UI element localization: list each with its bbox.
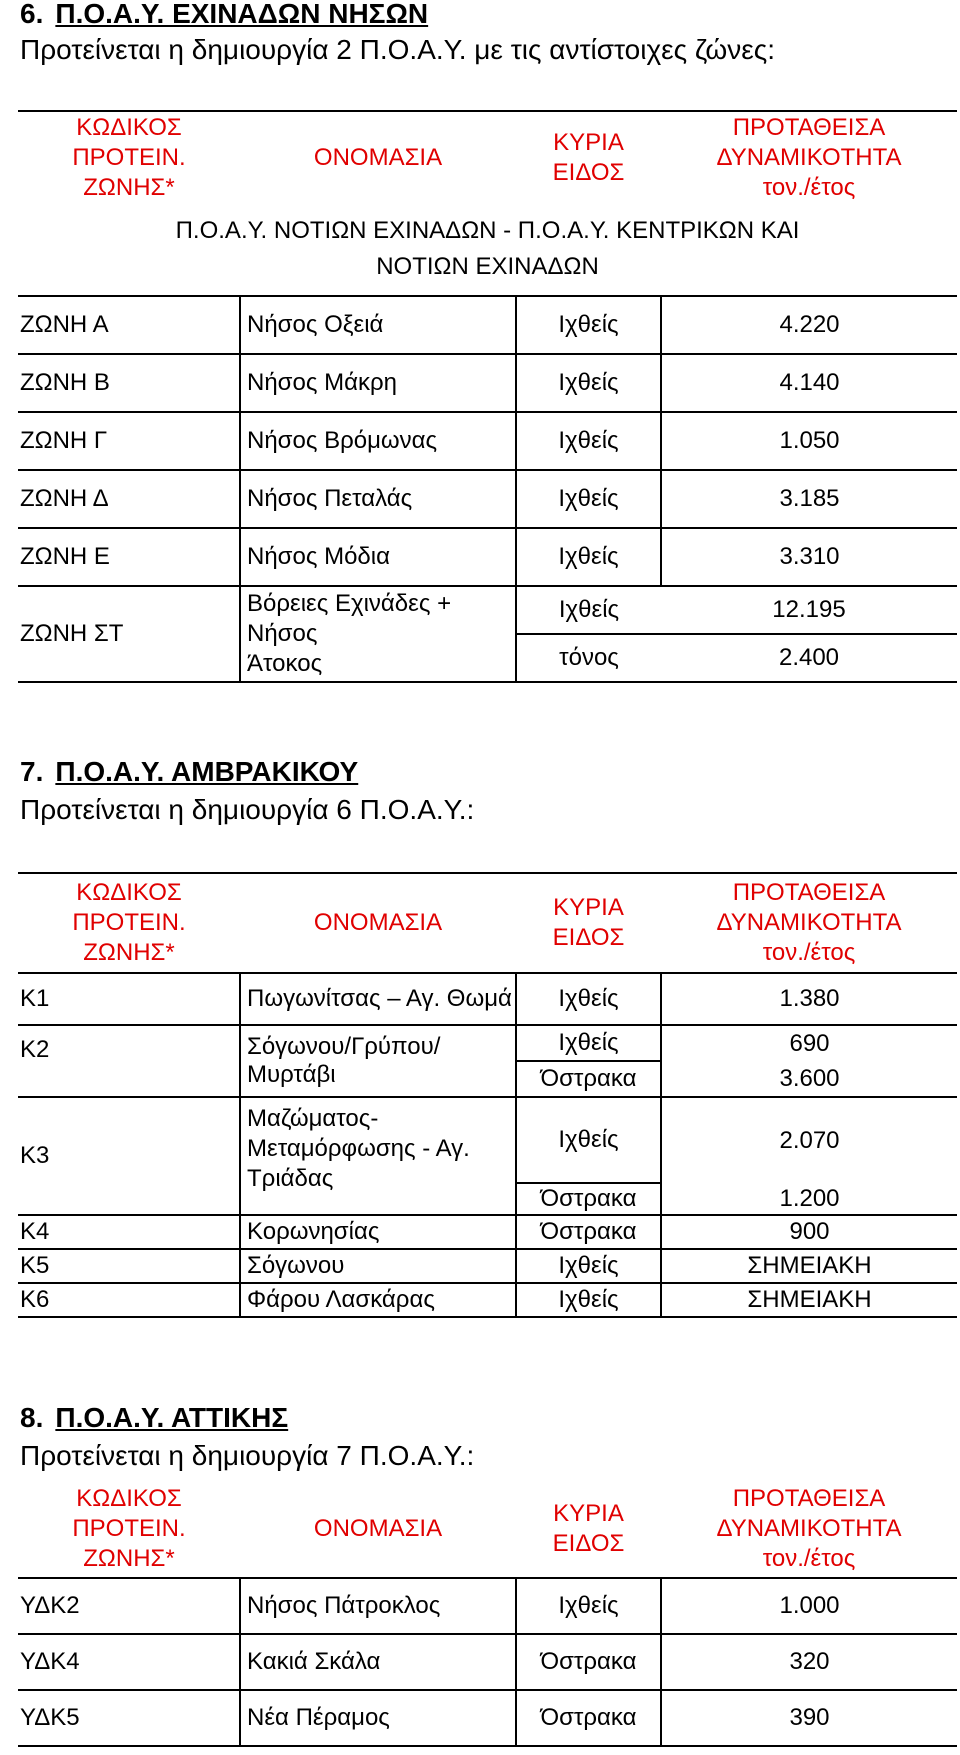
cell-capacity: ΣΗΜΕΙΑΚΗ bbox=[661, 1249, 957, 1283]
table-row bbox=[18, 1690, 957, 1746]
cell-species: Ιχθείς bbox=[516, 528, 661, 586]
table-row bbox=[18, 412, 957, 470]
section-8-heading bbox=[20, 1402, 288, 1434]
header-code: ΚΩΔΙΚΟΣ ΠΡΟΤΕΙΝ. ΖΩΝΗΣ* bbox=[72, 113, 186, 201]
cell-species: Ιχθείς bbox=[516, 296, 661, 354]
header-name: ΟΝΟΜΑΣΙΑ bbox=[240, 1480, 516, 1578]
section-title: Π.Ο.Α.Υ. ΑΤΤΙΚΗΣ bbox=[55, 1402, 289, 1433]
header-capacity: ΠΡΟΤΑΘΕΙΣΑ ΔΥΝΑΜΙΚΟΤΗΤΑ τον./έτος bbox=[661, 1480, 957, 1578]
cell-capacity: 1.380 bbox=[661, 973, 957, 1025]
table-row bbox=[18, 1215, 957, 1249]
header-capacity: ΠΡΟΤΑΘΕΙΣΑ ΔΥΝΑΜΙΚΟΤΗΤΑ τον./έτος bbox=[716, 113, 902, 201]
cell-species: Ιχθείς bbox=[516, 1097, 661, 1183]
section-title: Π.Ο.Α.Υ. ΑΜΒΡΑΚΙΚΟΥ bbox=[55, 756, 359, 787]
section-title: Π.Ο.Α.Υ. ΕΧΙΝΑΔΩΝ ΝΗΣΩΝ bbox=[55, 0, 429, 29]
table-row-split bbox=[18, 1025, 957, 1061]
cell-code: Κ4 bbox=[18, 1215, 240, 1249]
cell-species: τόνος bbox=[516, 634, 661, 682]
table-row bbox=[18, 1634, 957, 1690]
cell-code: Κ1 bbox=[18, 973, 240, 1025]
cell-species: Ιχθείς bbox=[516, 586, 661, 634]
cell-species: Ιχθείς bbox=[516, 1283, 661, 1317]
table-row bbox=[18, 470, 957, 528]
cell-code: Κ3 bbox=[18, 1097, 240, 1215]
table-row-split bbox=[18, 1097, 957, 1183]
cell-code: ΖΩΝΗ ΣΤ bbox=[18, 586, 240, 682]
cell-code: Κ2 bbox=[18, 1025, 240, 1097]
cell-code: ΥΔΚ5 bbox=[18, 1690, 240, 1746]
table-header-row bbox=[18, 1480, 957, 1578]
cell-name: Πωγωνίτσας – Αγ. Θωμά bbox=[240, 973, 516, 1025]
cell-name: Νήσος Πεταλάς bbox=[240, 470, 516, 528]
cell-species: Ιχθείς bbox=[516, 1025, 661, 1061]
cell-name: Νήσος Μόδια bbox=[240, 528, 516, 586]
section-number: 8. bbox=[20, 1402, 44, 1433]
cell-name: Μαζώματος- Μεταμόρφωσης - Αγ. Τριάδας bbox=[240, 1097, 516, 1215]
cell-capacity: 390 bbox=[661, 1690, 957, 1746]
table-header-row bbox=[18, 873, 957, 973]
cell-capacity: 3.185 bbox=[661, 470, 957, 528]
cell-species: Ιχθείς bbox=[516, 354, 661, 412]
cell-name: Σόγωνου bbox=[240, 1249, 516, 1283]
cell-species: Ιχθείς bbox=[516, 973, 661, 1025]
cell-name: Σόγωνου/Γρύπου/Μυρτάβι bbox=[240, 1025, 516, 1097]
cell-capacity: 1.200 bbox=[661, 1183, 957, 1215]
cell-capacity: 900 bbox=[661, 1215, 957, 1249]
cell-capacity: 3.600 bbox=[661, 1061, 957, 1097]
cell-capacity: ΣΗΜΕΙΑΚΗ bbox=[661, 1283, 957, 1317]
cell-species: Ιχθείς bbox=[516, 1578, 661, 1634]
cell-species: Ιχθείς bbox=[516, 1249, 661, 1283]
cell-name: Νήσος Μάκρη bbox=[240, 354, 516, 412]
cell-name: Κακιά Σκάλα bbox=[240, 1634, 516, 1690]
table-row bbox=[18, 1283, 957, 1317]
cell-name: Νήσος Βρόμωνας bbox=[240, 412, 516, 470]
group-title: Π.Ο.Α.Υ. ΝΟΤΙΩΝ ΕΧΙΝΑΔΩΝ - Π.Ο.Α.Υ. ΚΕΝΤΡΙΚΩΝ ΚΑΙ ΝΟΤΙΩΝ ΕΧΙΝΑΔΩΝ bbox=[18, 203, 957, 296]
cell-capacity: 690 bbox=[789, 1029, 830, 1057]
cell-capacity: 1.050 bbox=[661, 412, 957, 470]
table-attiki bbox=[18, 1480, 957, 1747]
header-species: ΚΥΡΙΑ ΕΙΔΟΣ bbox=[552, 128, 625, 186]
cell-code: ΖΩΝΗ Γ bbox=[18, 412, 240, 470]
table-row-split bbox=[18, 586, 957, 634]
table-header-row bbox=[18, 111, 957, 203]
cell-capacity: 4.140 bbox=[661, 354, 957, 412]
cell-species: Ιχθείς bbox=[516, 470, 661, 528]
cell-name: Νέα Πέραμος bbox=[240, 1690, 516, 1746]
cell-capacity: 3.310 bbox=[661, 528, 957, 586]
header-name: ΟΝΟΜΑΣΙΑ bbox=[240, 873, 516, 973]
cell-species: Ιχθείς bbox=[516, 412, 661, 470]
table-row bbox=[18, 973, 957, 1025]
cell-capacity: 4.220 bbox=[661, 296, 957, 354]
cell-capacity: 2.400 bbox=[661, 634, 957, 682]
header-species: ΚΥΡΙΑ ΕΙΔΟΣ bbox=[516, 873, 661, 973]
group-row bbox=[18, 203, 957, 296]
cell-capacity: 320 bbox=[661, 1634, 957, 1690]
header-code: ΚΩΔΙΚΟΣ ΠΡΟΤΕΙΝ. ΖΩΝΗΣ* bbox=[18, 873, 240, 973]
table-row bbox=[18, 354, 957, 412]
header-capacity: ΠΡΟΤΑΘΕΙΣΑ ΔΥΝΑΜΙΚΟΤΗΤΑ τον./έτος bbox=[661, 873, 957, 973]
cell-species: Όστρακα bbox=[516, 1634, 661, 1690]
table-echinades bbox=[18, 110, 957, 683]
header-code: ΚΩΔΙΚΟΣ ΠΡΟΤΕΙΝ. ΖΩΝΗΣ* bbox=[18, 1480, 240, 1578]
cell-code: ΥΔΚ4 bbox=[18, 1634, 240, 1690]
section-7-subtitle: Προτείνεται η δημιουργία 6 Π.Ο.Α.Υ.: bbox=[20, 794, 475, 825]
section-6-subtitle: Προτείνεται η δημιουργία 2 Π.Ο.Α.Υ. με τις αντίστοιχες ζώνες: bbox=[20, 34, 776, 65]
cell-species: Όστρακα bbox=[516, 1183, 661, 1215]
table-row bbox=[18, 1249, 957, 1283]
cell-species: Όστρακα bbox=[516, 1690, 661, 1746]
cell-code: ΖΩΝΗ Α bbox=[18, 296, 240, 354]
header-species: ΚΥΡΙΑ ΕΙΔΟΣ bbox=[516, 1480, 661, 1578]
cell-name: Νήσος Οξειά bbox=[240, 296, 516, 354]
table-amvrakikos bbox=[18, 872, 957, 1318]
header-name: ΟΝΟΜΑΣΙΑ bbox=[313, 143, 443, 171]
cell-code: ΖΩΝΗ Ε bbox=[18, 528, 240, 586]
cell-species: Όστρακα bbox=[516, 1215, 661, 1249]
cell-code: ΖΩΝΗ Β bbox=[18, 354, 240, 412]
cell-name: Νήσος Πάτροκλος bbox=[240, 1578, 516, 1634]
cell-capacity: 1.000 bbox=[661, 1578, 957, 1634]
cell-code: Κ6 bbox=[18, 1283, 240, 1317]
section-8-subtitle: Προτείνεται η δημιουργία 7 Π.Ο.Α.Υ.: bbox=[20, 1440, 475, 1471]
cell-name: Κορωνησίας bbox=[240, 1215, 516, 1249]
cell-name: Βόρειες Εχινάδες + Νήσος Άτοκος bbox=[240, 586, 516, 682]
table-row bbox=[18, 528, 957, 586]
cell-species: Όστρακα bbox=[516, 1061, 661, 1097]
cell-code: ΖΩΝΗ Δ bbox=[18, 470, 240, 528]
section-6-heading bbox=[20, 0, 428, 30]
section-number: 7. bbox=[20, 756, 44, 787]
cell-name: Φάρου Λασκάρας bbox=[240, 1283, 516, 1317]
section-number: 6. bbox=[20, 0, 44, 29]
table-row bbox=[18, 296, 957, 354]
cell-code: ΥΔΚ2 bbox=[18, 1578, 240, 1634]
section-7-heading bbox=[20, 756, 358, 788]
cell-code: Κ5 bbox=[18, 1249, 240, 1283]
cell-capacity: 12.195 bbox=[661, 586, 957, 634]
table-row bbox=[18, 1578, 957, 1634]
cell-capacity: 2.070 bbox=[779, 1126, 840, 1154]
